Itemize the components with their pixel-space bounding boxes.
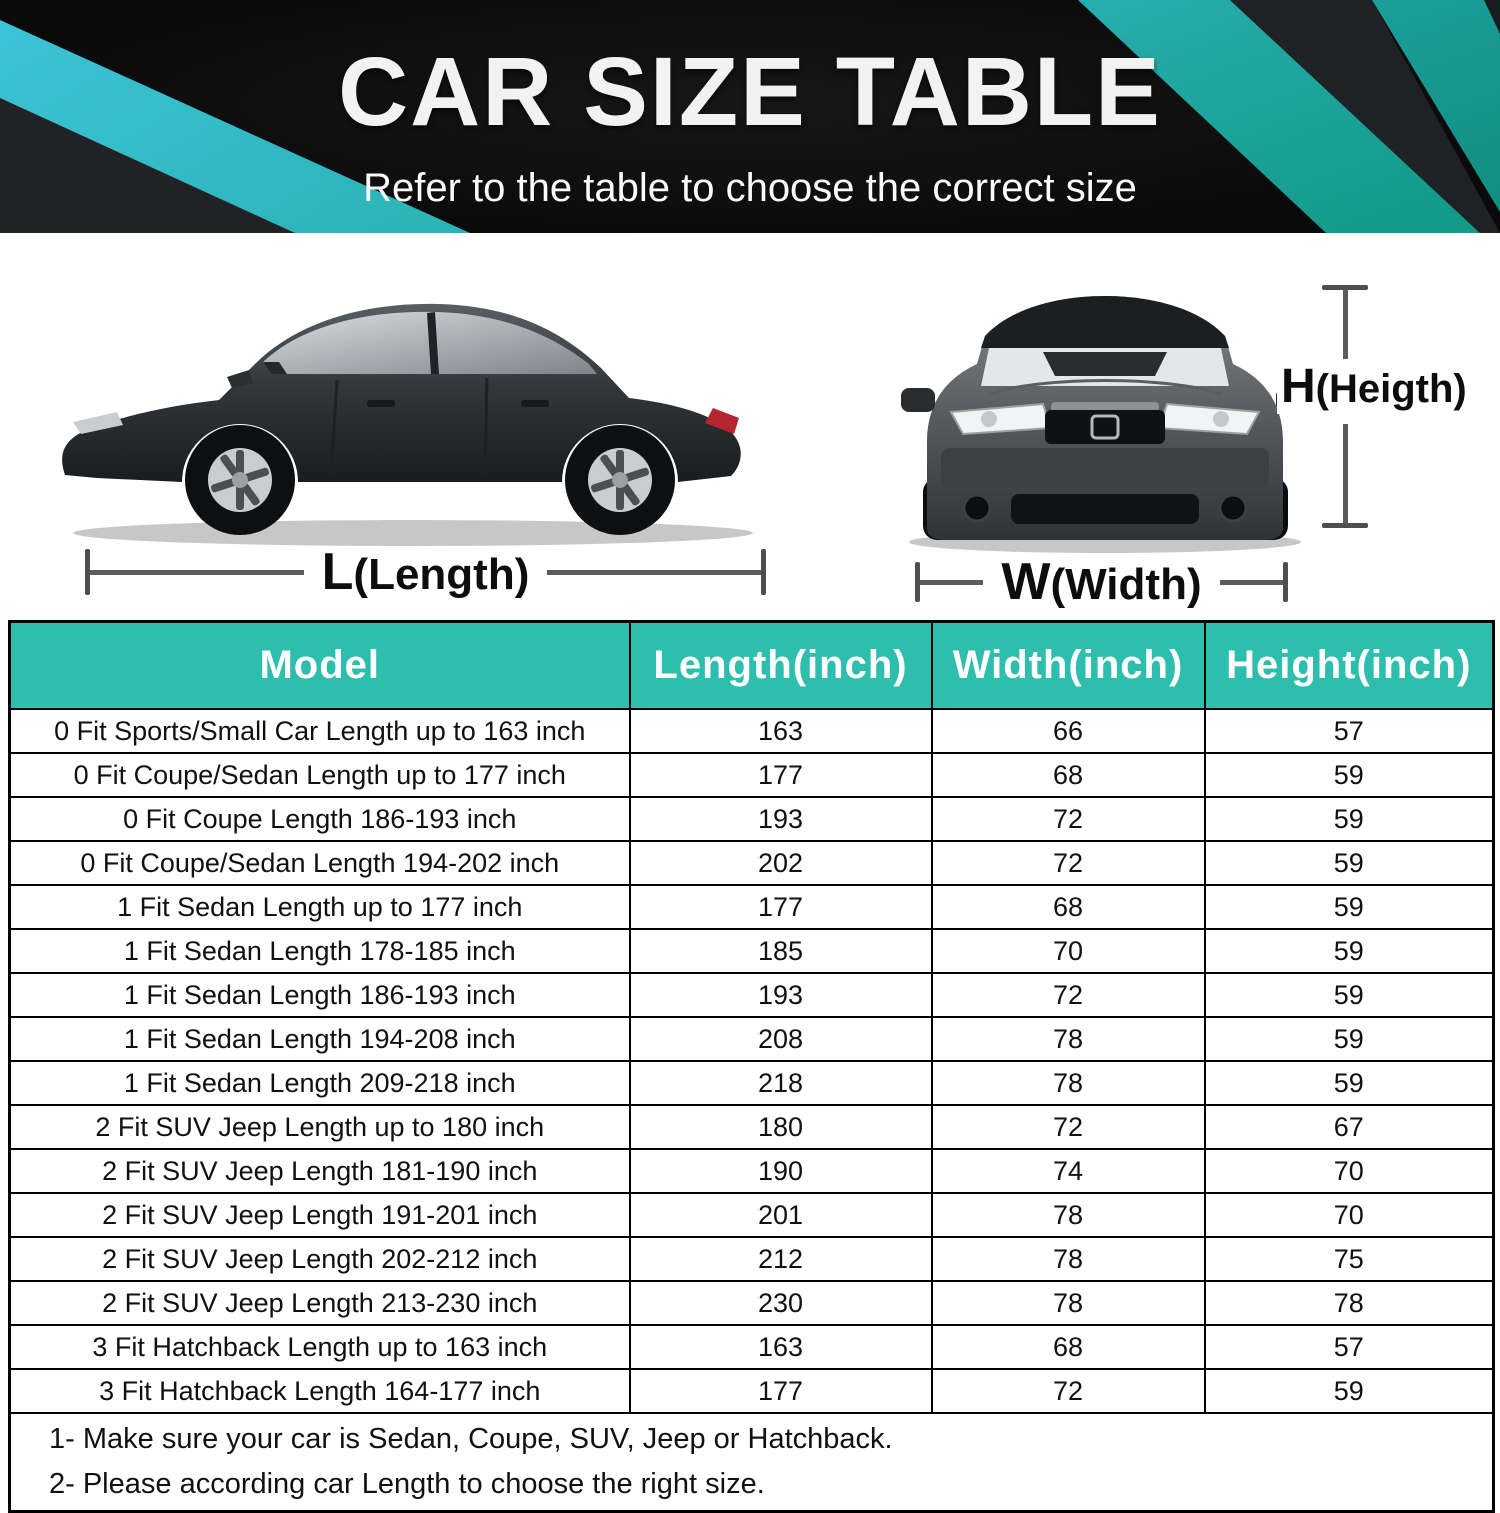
value-cell: 70 (1205, 1193, 1494, 1237)
value-cell: 70 (932, 929, 1205, 973)
height-dimension-bottom-tick (1322, 523, 1368, 528)
model-cell: 1 Fit Sedan Length 194-208 inch (10, 1017, 630, 1061)
model-cell: 3 Fit Hatchback Length 164-177 inch (10, 1369, 630, 1413)
model-cell: 2 Fit SUV Jeep Length 202-212 inch (10, 1237, 630, 1281)
column-header-width: Width(inch) (932, 622, 1205, 710)
value-cell: 57 (1205, 709, 1494, 753)
table-row (10, 753, 1494, 797)
dimension-tick (761, 549, 766, 595)
width-dimension-line (915, 553, 1288, 611)
value-cell: 163 (630, 709, 932, 753)
value-cell: 74 (932, 1149, 1205, 1193)
model-cell: 2 Fit SUV Jeep Length 213-230 inch (10, 1281, 630, 1325)
table-row (10, 1017, 1494, 1061)
model-cell: 3 Fit Hatchback Length up to 163 inch (10, 1325, 630, 1369)
value-cell: 59 (1205, 1369, 1494, 1413)
value-cell: 67 (1205, 1105, 1494, 1149)
note-1: 1- Make sure your car is Sedan, Coupe, SUV, Jeep or Hatchback. (49, 1423, 893, 1455)
value-cell: 78 (932, 1237, 1205, 1281)
width-label: W(Width) (1001, 553, 1202, 611)
height-dimension-line-lower (1343, 424, 1348, 524)
value-cell: 72 (932, 1369, 1205, 1413)
value-cell: 78 (932, 1061, 1205, 1105)
value-cell: 218 (630, 1061, 932, 1105)
car-front-view-image (893, 256, 1318, 556)
model-cell: 2 Fit SUV Jeep Length up to 180 inch (10, 1105, 630, 1149)
value-cell: 57 (1205, 1325, 1494, 1369)
value-cell: 177 (630, 1369, 932, 1413)
model-cell: 1 Fit Sedan Length 186-193 inch (10, 973, 630, 1017)
value-cell: 193 (630, 797, 932, 841)
table-row (10, 709, 1494, 753)
value-cell: 78 (932, 1017, 1205, 1061)
length-dimension-line (85, 543, 766, 601)
value-cell: 78 (932, 1281, 1205, 1325)
value-cell: 75 (1205, 1237, 1494, 1281)
table-row (10, 1281, 1494, 1325)
value-cell: 202 (630, 841, 932, 885)
table-row (10, 1105, 1494, 1149)
value-cell: 68 (932, 1325, 1205, 1369)
model-cell: 1 Fit Sedan Length up to 177 inch (10, 885, 630, 929)
value-cell: 177 (630, 753, 932, 797)
table-row (10, 1193, 1494, 1237)
model-cell: 2 Fit SUV Jeep Length 191-201 inch (10, 1193, 630, 1237)
table-row (10, 797, 1494, 841)
value-cell: 59 (1205, 1017, 1494, 1061)
column-header-model: Model (10, 622, 630, 710)
model-cell: 0 Fit Sports/Small Car Length up to 163 inch (10, 709, 630, 753)
notes-cell (10, 1413, 1494, 1512)
note-2: 2- Please according car Length to choose the right size. (49, 1468, 765, 1500)
value-cell: 208 (630, 1017, 932, 1061)
value-cell: 59 (1205, 973, 1494, 1017)
value-cell: 59 (1205, 1061, 1494, 1105)
table-row (10, 973, 1494, 1017)
length-label: L(Length) (321, 543, 530, 601)
table-row (10, 1325, 1494, 1369)
value-cell: 185 (630, 929, 932, 973)
value-cell: 78 (932, 1193, 1205, 1237)
value-cell: 72 (932, 841, 1205, 885)
table-row (10, 885, 1494, 929)
banner-title: CAR SIZE TABLE (338, 37, 1162, 146)
dimension-bar (1220, 580, 1283, 585)
value-cell: 59 (1205, 841, 1494, 885)
dimension-bar (920, 580, 983, 585)
value-cell: 68 (932, 885, 1205, 929)
model-cell: 1 Fit Sedan Length 209-218 inch (10, 1061, 630, 1105)
value-cell: 230 (630, 1281, 932, 1325)
dimension-bar (547, 570, 761, 575)
dimension-tick (1283, 562, 1288, 602)
model-cell: 0 Fit Coupe/Sedan Length 194-202 inch (10, 841, 630, 885)
value-cell: 212 (630, 1237, 932, 1281)
value-cell: 201 (630, 1193, 932, 1237)
column-header-length: Length(inch) (630, 622, 932, 710)
dimension-bar (90, 570, 304, 575)
size-table-body (10, 709, 1494, 1413)
value-cell: 66 (932, 709, 1205, 753)
value-cell: 59 (1205, 797, 1494, 841)
value-cell: 72 (932, 973, 1205, 1017)
model-cell: 0 Fit Coupe/Sedan Length up to 177 inch (10, 753, 630, 797)
model-cell: 0 Fit Coupe Length 186-193 inch (10, 797, 630, 841)
value-cell: 59 (1205, 929, 1494, 973)
value-cell: 193 (630, 973, 932, 1017)
front-wheel (185, 425, 295, 535)
notes-row (10, 1413, 1494, 1512)
value-cell: 70 (1205, 1149, 1494, 1193)
value-cell: 59 (1205, 885, 1494, 929)
value-cell: 177 (630, 885, 932, 929)
column-header-height: Height(inch) (1205, 622, 1494, 710)
value-cell: 59 (1205, 753, 1494, 797)
model-cell: 2 Fit SUV Jeep Length 181-190 inch (10, 1149, 630, 1193)
value-cell: 72 (932, 1105, 1205, 1149)
table-row (10, 1149, 1494, 1193)
height-dimension-line-upper (1343, 289, 1348, 365)
table-row (10, 841, 1494, 885)
banner-subtitle: Refer to the table to choose the correct size (363, 166, 1137, 210)
table-row (10, 1369, 1494, 1413)
table-row (10, 1061, 1494, 1105)
height-label: H(Heigth) (1277, 359, 1471, 414)
rear-wheel (565, 425, 675, 535)
value-cell: 72 (932, 797, 1205, 841)
car-size-table (8, 620, 1495, 1513)
value-cell: 68 (932, 753, 1205, 797)
value-cell: 190 (630, 1149, 932, 1193)
value-cell: 78 (1205, 1281, 1494, 1325)
banner (0, 0, 1500, 233)
model-cell: 1 Fit Sedan Length 178-185 inch (10, 929, 630, 973)
table-row (10, 929, 1494, 973)
value-cell: 163 (630, 1325, 932, 1369)
value-cell: 180 (630, 1105, 932, 1149)
table-header-row (10, 622, 1494, 710)
table-row (10, 1237, 1494, 1281)
sedan-side-view-image (35, 250, 780, 550)
